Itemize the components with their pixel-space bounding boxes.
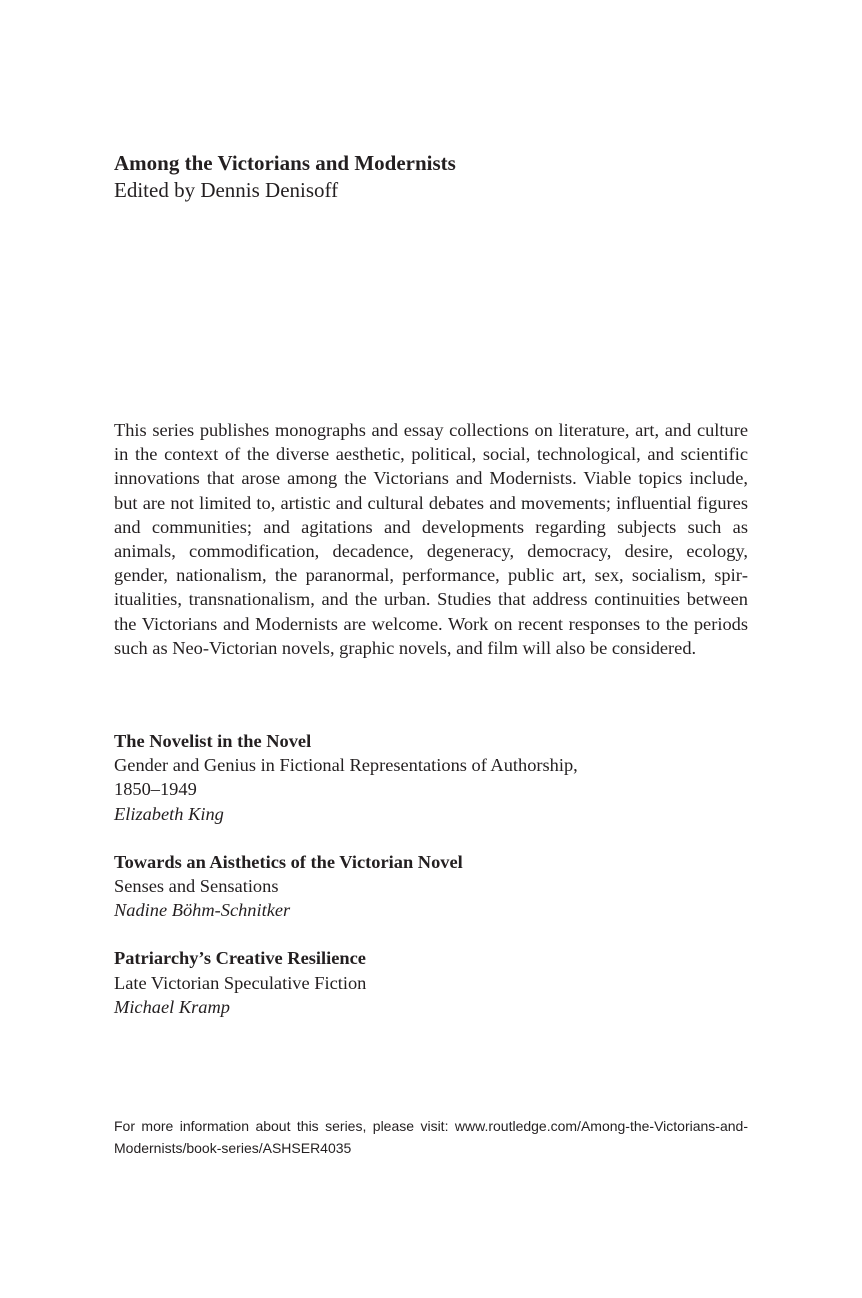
book-subtitle: Late Victorian Speculative Fiction — [114, 972, 367, 993]
book-author: Michael Kramp — [114, 996, 230, 1017]
series-info-note: For more information about this series, please visit: www.routledge.com/Among-the-Victorians-and-Modernists/book-series/ASHSER4035 — [114, 1118, 748, 1156]
book-subtitle: Gender and Genius in Fictional Representations of Authorship, — [114, 755, 578, 776]
book-author: Elizabeth King — [114, 803, 224, 824]
book-entry — [114, 850, 754, 923]
series-description: This series publishes monographs and essay collections on literature, art, and culture in the context of the diverse aesthetic, political, social, technological, and scientific innovations that arose among the Victorians and Modernists. Viable topics include, but are not limited to, artistic and cultural debates and movements; influential figures and communities; and agitations and developments regarding subjects such as animals, commodification, decadence, degeneracy, democracy, desire, ecology, gender, nationalism, the paranormal, performance, public art, sex, socialism, spiritualities, transnationalism, and the urban. Studies that address continuities between the Victorians and Modernists are welcome. Work on recent responses to the periods such as Neo-Victorian novels, graphic novels, and film will also be considered. — [114, 420, 748, 658]
book-title: Towards an Aisthetics of the Victorian Novel — [114, 851, 463, 872]
book-entry — [114, 946, 754, 1019]
book-entry — [114, 729, 754, 826]
book-subtitle: Senses and Sensations — [114, 876, 279, 897]
series-title: Among the Victorians and Modernists — [114, 151, 456, 175]
book-list — [114, 729, 754, 1043]
series-header — [114, 150, 754, 204]
book-author: Nadine Böhm-Schnitker — [114, 900, 291, 921]
series-editor: Edited by Dennis Denisoff — [114, 178, 339, 202]
book-subtitle-line2: 1850–1949 — [114, 779, 197, 800]
book-title: Patriarchy’s Creative Resilience — [114, 948, 366, 969]
book-title: The Novelist in the Novel — [114, 731, 312, 751]
